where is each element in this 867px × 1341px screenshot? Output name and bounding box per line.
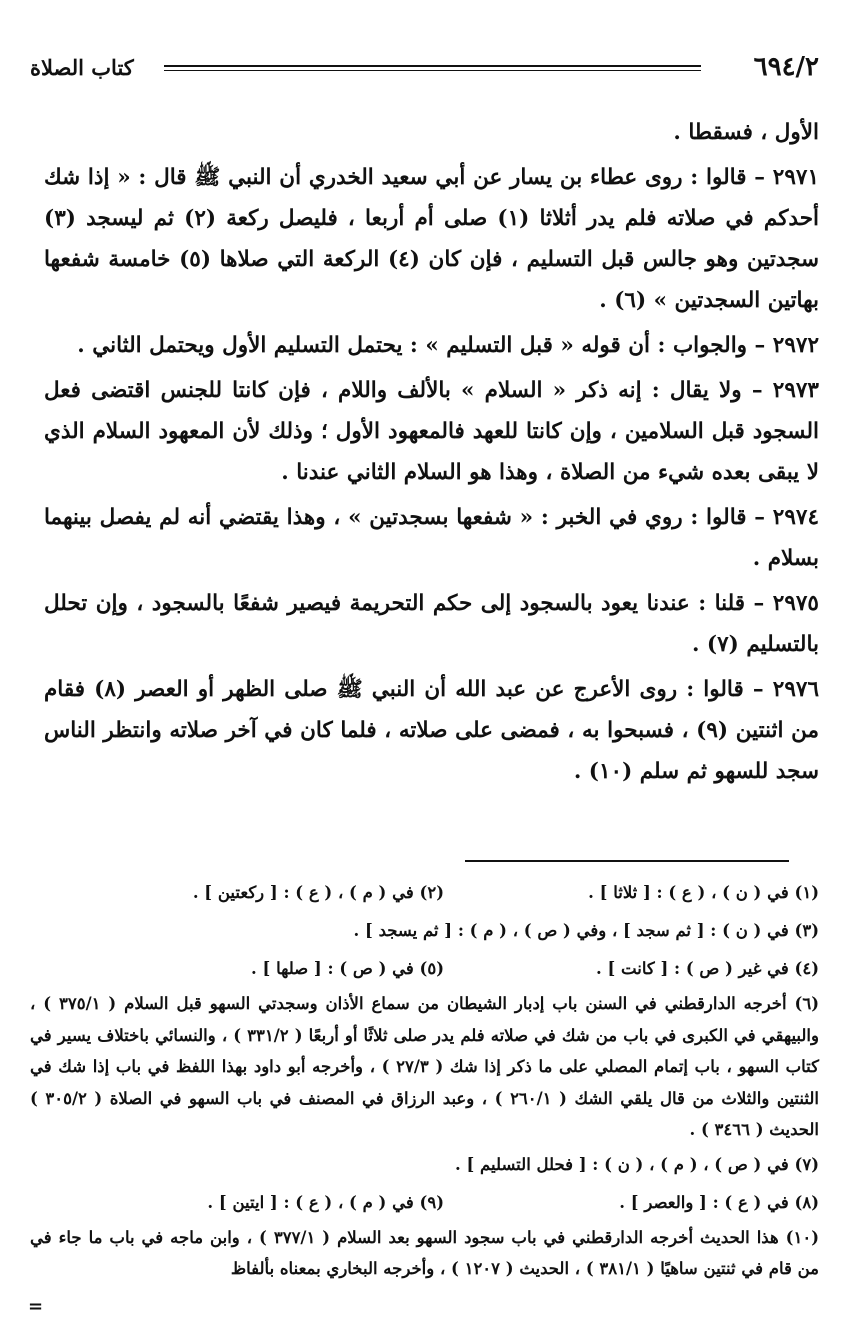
footnote-row bbox=[30, 874, 819, 912]
paragraph-text: – ولا يقال : إنه ذكر « السلام » بالألف واللام ، فإن كانتا للجنس اقتضى فعل السجود قبل السلامين ، وإن كانتا للعهد فالمعهود الأول ؛ وذلك لأن المعهود السلام الذي لا يبقى بعده شيء من الصلاة ، وهذا هو السلام الثاني عندنا . bbox=[44, 378, 819, 485]
footnote-4: (٤) في غير ( ص ) : [ كانت ] . bbox=[596, 959, 819, 978]
footnote-6: (٦) أخرجه الدارقطني في السنن باب إدبار الشيطان من سماع الأذان وسجدتي السهو قبل السلام ( ٣٧٥/١ ) ، والبيهقي في الكبرى في باب من شك في صلاته فلم يدر صلى ثلاثًا أو أربعًا ( ٣٣١/٢ ) ، والنسائي باختلاف يسير في كتاب السهو ، باب إتمام المصلي على ما ذكر إذا شك ( ٢٧/٣ ) ، وأخرجه أبو داود بهذا اللفظ في باب إذا شك في الثنتين والثلاث من قال يلقي الشك ( ٢٦٠/١ ) ، وعبد الرزاق في المصنف في باب السهو في الصلاة ( ٣٠٥/٢ ) الحديث ( ٣٤٦٦ ) . bbox=[30, 994, 819, 1139]
paragraph-number: ٢٩٧٢ bbox=[772, 333, 819, 358]
footnote-row bbox=[30, 912, 819, 950]
paragraph-2975 bbox=[44, 583, 819, 665]
main-text bbox=[44, 112, 819, 796]
footnotes bbox=[30, 874, 819, 1285]
paragraph-2976 bbox=[44, 669, 819, 792]
paragraph-text: – والجواب : أن قوله « قبل التسليم » : يحتمل التسليم الأول ويحتمل الثاني . bbox=[77, 333, 766, 358]
paragraph-number: ٢٩٧١ bbox=[772, 165, 819, 190]
footnote-row bbox=[30, 950, 819, 988]
paragraph-2972 bbox=[44, 325, 819, 366]
footnote-3: (٣) في ( ن ) : [ ثم سجد ] ، وفي ( ص ) ، ( م ) : [ ثم يسجد ] . bbox=[353, 921, 819, 940]
paragraph-2974 bbox=[44, 497, 819, 579]
footnote-8: (٨) في ( ع ) : [ والعصر ] . bbox=[619, 1192, 819, 1212]
paragraph-text: – قلنا : عندنا يعود بالسجود إلى حكم التحريمة فيصير شفعًا بالسجود ، وإن تحلل بالتسليم (٧) . bbox=[44, 591, 819, 657]
page-number: ٦٩٤/٢ bbox=[753, 52, 819, 82]
paragraph-2973 bbox=[44, 370, 819, 493]
page-header bbox=[30, 52, 819, 82]
paragraph-text: – قالوا : روى عطاء بن يسار عن أبي سعيد الخدري أن النبي ﷺ قال : « إذا شك أحدكم في صلاته فلم يدر أثلاثا (١) صلى أم أربعا ، فليصل ركعة (٢) ثم ليسجد (٣) سجدتين وهو جالس قبل التسليم ، فإن كان (٤) الركعة التي صلاها (٥) خامسة شفعها بهاتين السجدتين » (٦) . bbox=[44, 165, 819, 313]
paragraph-text: الأول ، فسقطا . bbox=[673, 120, 819, 145]
footnote-9: (٩) في ( م ) ، ( ع ) : [ ايتين ] . bbox=[207, 1192, 444, 1212]
paragraph-2971 bbox=[44, 157, 819, 321]
footnote-5: (٥) في ( ص ) : [ صلها ] . bbox=[251, 959, 444, 978]
header-rule bbox=[164, 65, 701, 67]
footnote-separator bbox=[465, 860, 789, 862]
paragraph-continuation bbox=[44, 112, 819, 153]
footnote-7: (٧) في ( ص ) ، ( م ) ، ( ن ) : [ فحلل التسليم ] . bbox=[455, 1154, 819, 1174]
paragraph-text: – قالوا : روي في الخبر : « شفعها بسجدتين » ، وهذا يقتضي أنه لم يفصل بينهما بسلام . bbox=[44, 505, 819, 571]
paragraph-number: ٢٩٧٤ bbox=[772, 505, 819, 530]
continuation-mark: = bbox=[28, 1296, 44, 1317]
footnote-row bbox=[30, 1146, 819, 1184]
footnote-2: (٢) في ( م ) ، ( ع ) : [ ركعتين ] . bbox=[192, 883, 444, 902]
book-title: كتاب الصلاة bbox=[30, 55, 134, 80]
paragraph-number: ٢٩٧٣ bbox=[772, 378, 819, 403]
paragraph-number: ٢٩٧٥ bbox=[772, 591, 819, 616]
footnote-10: (١٠) هذا الحديث أخرجه الدارقطني في باب سجود السهو بعد السلام ( ٣٧٧/١ ) ، وابن ماجه في باب ما جاء في من قام في ثنتين ساهيًا ( ٣٨١/١ ) ، الحديث ( ١٢٠٧ ) ، وأخرجه البخاري بمعناه بألفاظ bbox=[30, 1227, 819, 1278]
footnote-row bbox=[30, 1184, 819, 1222]
paragraph-text: – قالوا : روى الأعرج عن عبد الله أن النبي ﷺ صلى الظهر أو العصر (٨) فقام من اثنتين (٩) ، فسبحوا به ، فمضى على صلاته ، فلما كان في آخر صلاته وانتظر الناس سجد للسهو ثم سلم (١٠) . bbox=[44, 677, 819, 784]
header-rule-thin bbox=[164, 70, 701, 71]
paragraph-number: ٢٩٧٦ bbox=[772, 677, 819, 702]
footnote-1: (١) في ( ن ) ، ( ع ) : [ ثلاثا ] . bbox=[588, 883, 819, 902]
